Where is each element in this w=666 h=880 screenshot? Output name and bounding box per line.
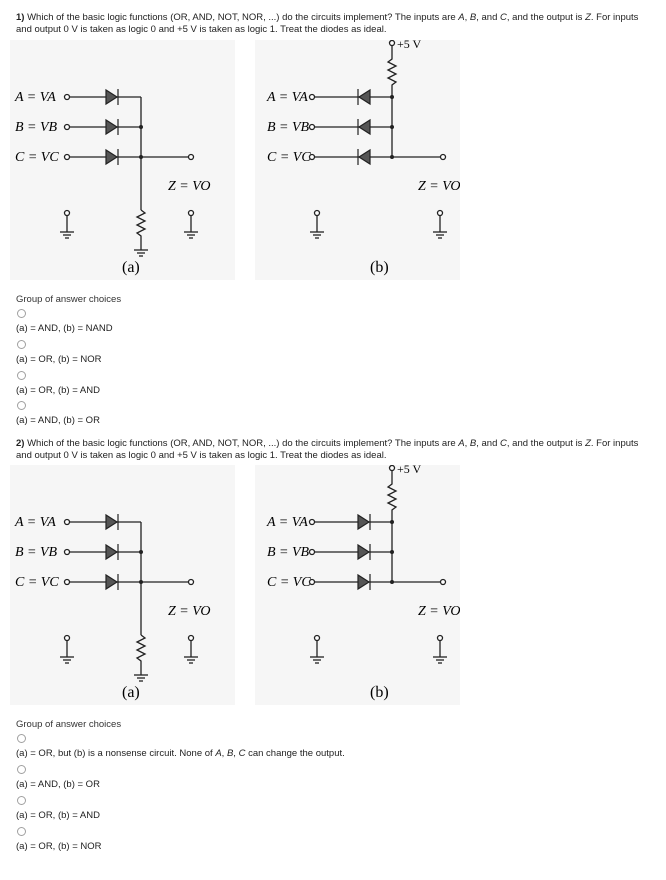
sep: , and: [476, 12, 501, 23]
supply-label: +5 V: [397, 465, 422, 476]
q2-choice-1-label[interactable]: [16, 748, 345, 759]
figure-label-b: (b): [370, 259, 389, 276]
input-b-label: B = VB: [15, 120, 58, 135]
output-label: Z = VO: [418, 604, 460, 619]
var-b: B: [226, 748, 234, 759]
radio-q2-choice-3[interactable]: [17, 796, 26, 805]
input-b-label: B = VB: [267, 545, 310, 560]
input-c-label: C = VC: [15, 575, 59, 590]
input-b-label: B = VB: [267, 120, 310, 135]
sep: ,: [233, 748, 239, 759]
radio-q1-choice-4[interactable]: [17, 401, 26, 410]
var-a: A: [458, 438, 465, 449]
q1-choice-1-label[interactable]: (a) = AND, (b) = NAND: [16, 323, 113, 334]
var-b: B: [469, 438, 477, 449]
q1-choice-2-label[interactable]: (a) = OR, (b) = NOR: [16, 354, 102, 365]
var-b: B: [469, 12, 477, 23]
input-a-label: A = VA: [15, 90, 56, 105]
question-text-part: Which of the basic logic functions (OR, AND, NOT, NOR, ...) do the circuits implement? The inputs are: [24, 12, 459, 23]
sep: , and: [476, 438, 501, 449]
output-label: Z = VO: [168, 604, 211, 619]
circuit-1a-diagram: [10, 40, 235, 280]
var-z: Z: [585, 12, 591, 23]
q1-choice-3-label[interactable]: (a) = OR, (b) = AND: [16, 385, 100, 396]
answer-group-label: Group of answer choices: [16, 294, 122, 305]
radio-q2-choice-4[interactable]: [17, 827, 26, 836]
figure-label-b: (b): [370, 684, 389, 701]
var-z: Z: [585, 438, 591, 449]
circuit-1b-diagram: [255, 40, 460, 280]
question-text-part: , and the output is: [506, 12, 586, 23]
circuit-2a-diagram: [10, 465, 235, 705]
var-a: A: [215, 748, 222, 759]
question-1-text: [16, 12, 652, 35]
radio-q1-choice-2[interactable]: [17, 340, 26, 349]
circuit-1b: [255, 40, 460, 280]
q2-choice-3-label[interactable]: (a) = OR, (b) = AND: [16, 810, 100, 821]
radio-q2-choice-1[interactable]: [17, 734, 26, 743]
input-c-label: C = VC: [267, 575, 311, 590]
input-c-label: C = VC: [267, 150, 311, 165]
question-text-part: , and the output is: [506, 438, 586, 449]
q2-choice-4-label[interactable]: (a) = OR, (b) = NOR: [16, 841, 102, 852]
figure-label-a: (a): [122, 259, 140, 276]
output-label: Z = VO: [168, 179, 211, 194]
input-a-label: A = VA: [267, 90, 308, 105]
circuit-2b: [255, 465, 460, 705]
circuit-1a: [10, 40, 235, 280]
circuit-2b-diagram: [255, 465, 460, 705]
q2-choice-2-label[interactable]: (a) = AND, (b) = OR: [16, 779, 100, 790]
output-label: Z = VO: [418, 179, 460, 194]
question-2-number: 2): [16, 438, 25, 449]
choice-text: can change the output.: [245, 748, 345, 759]
input-b-label: B = VB: [15, 545, 58, 560]
question-1-number: 1): [16, 12, 25, 23]
var-c: C: [500, 438, 507, 449]
sep: ,: [464, 12, 470, 23]
var-c: C: [238, 748, 246, 759]
figure-label-a: (a): [122, 684, 140, 701]
sep: ,: [464, 438, 470, 449]
radio-q2-choice-2[interactable]: [17, 765, 26, 774]
answer-group-label: Group of answer choices: [16, 719, 122, 730]
choice-text: (a) = OR, but (b) is a nonsense circuit. None of: [16, 748, 216, 759]
input-a-label: A = VA: [267, 515, 308, 530]
var-a: A: [458, 12, 465, 23]
question-text-part: . For inputs and output 0 V is taken as logic 0 and +5 V is taken as logic 1. Treat the diodes as ideal.: [16, 12, 639, 35]
radio-q1-choice-1[interactable]: [17, 309, 26, 318]
question-text-part: . For inputs and output 0 V is taken as logic 0 and +5 V is taken as logic 1. Treat the diodes as ideal.: [16, 438, 639, 461]
question-text-part: Which of the basic logic functions (OR, AND, NOT, NOR, ...) do the circuits implement? The inputs are: [24, 438, 459, 449]
var-c: C: [500, 12, 507, 23]
radio-q1-choice-3[interactable]: [17, 371, 26, 380]
question-2-text: [16, 438, 652, 461]
circuit-2a: [10, 465, 235, 705]
q1-choice-4-label[interactable]: (a) = AND, (b) = OR: [16, 415, 100, 426]
input-c-label: C = VC: [15, 150, 59, 165]
sep: ,: [221, 748, 227, 759]
supply-label: +5 V: [397, 40, 422, 51]
input-a-label: A = VA: [15, 515, 56, 530]
